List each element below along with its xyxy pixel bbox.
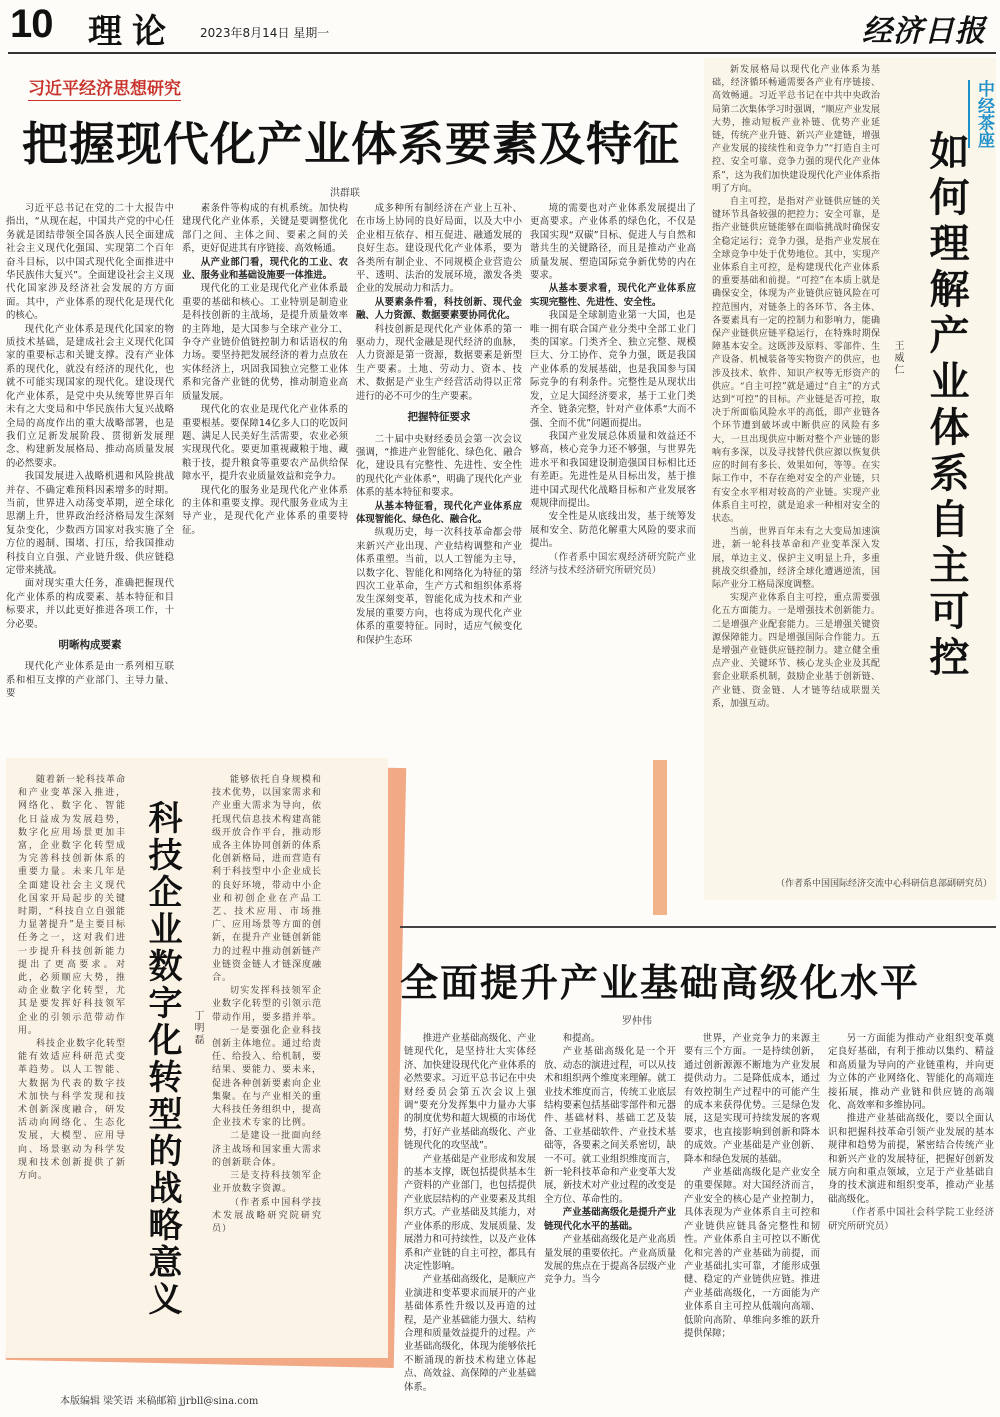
paragraph: 我国是全球制造业第一大国，也是唯一拥有联合国产业分类中全部工业门类的国家。门类齐全、独立完整、规模巨大、分工协作、竞争力强，既是我国产业体系的发展基础，也是我国参与国际竞争的有利条件。完整性是从现状出发，立足大国经济要求，基于工业门类齐全、链条完整，针对产业体系“大而不强、全而不优”问题而提出。	[530, 310, 696, 429]
right-article-author-note: （作者系中国国际经济交流中心科研信息部副研究员）	[775, 879, 992, 889]
paragraph: 产业基础高级化，是顺应产业演进和变革要求而展开的产业基础体系性升级以及再造的过程，是产业基础能力强大、结构合理和质量效益提升的过程。产业基础高级化，体现为能够依托不断涌现的新技术构建立体起点、高效益、高保障的产业基础体系。	[404, 1274, 536, 1393]
section-subheading: 明晰构成要素	[58, 639, 122, 651]
paragraph: 产业基础是产业形成和发展的基本支撑，既包括提供基本生产资料的产业部门，也包括提供产业底层结构的产业要素及其组织方式。产业基础及其能力，对产业体系的形成、发展质量、发展潜力和可持续性，以及产业体系和产业链的自主可控，都具有决定性影响。	[404, 1153, 536, 1272]
section-name: 理论	[88, 12, 176, 52]
column-kicker: 习近平经济思想研究	[28, 74, 181, 101]
paragraph: 实现产业体系自主可控，重点需要强化五方面能力。一是增强技术创新能力。二是增强产业配套能力。三是增强关键资源保障能力。四是增强国际合作能力。五是增强产业链供应链控制力。建立健全重点产业、关键环节、核心龙头企业及其配套企业联系机制，鼓励企业基于创新链、产业链、资金链、人才链等结成联盟关系，加强互动。	[712, 593, 880, 709]
section-subheading: 把握特征要求	[407, 411, 471, 424]
paragraph: （作者系中国科学技术发展战略研究院研究员）	[212, 1197, 322, 1234]
paragraph: 现代化的工业是现代化产业体系最重要的基础和核心。工业特别是制造业是科技创新的主战场，是提升质量效率的主阵地，是大国参与全球产业分工、争夺产业链价值链控制力和话语权的角力场。要坚持把发展经济的着力点放在实体经济上，巩固我国独立完整工业体系和完备产业链的优势，推动制造业高质量发展。	[182, 283, 348, 402]
paragraph: 当前，世界百年未有之大变局加速演进，新一轮科技革命和产业变革深入发展，单边主义、保护主义明显上升，多重挑战交织叠加，经济全球化遭遇逆流，国际产业分工格局深度调整。	[712, 527, 880, 590]
paragraph: 二是建设一批面向经济主战场和国家重大需求的创新联合体。	[212, 1131, 322, 1168]
bottom-article-column-3	[684, 1032, 820, 1412]
newspaper-logo: 经济日报	[862, 14, 986, 49]
paragraph: 产业基础高级化是一个开放、动态的演进过程，可以从技术和组织两个维度来理解。就工业技术维度而言，传统工业底层结构要素包括基础零部件和元器件、基础材料、基础工艺及装备、工业基础软件、产业技术基础等，各要素之间关系密切，缺一不可。就工业组织维度而言，新一轮科技革命和产业变革大发展，新技术对产业过程的改变是全方位、革命性的。	[544, 1046, 676, 1205]
paragraph: 科技创新是现代化产业体系的第一驱动力，现代金融是现代经济的血脉，人力资源是第一资源，数据要素是新型生产要素。土地、劳动力、资本、技术、数据是产业生产经营活动得以正常进行的必不可少的生产要素。	[356, 323, 522, 402]
section-divider	[400, 926, 996, 928]
paragraph: 一是要强化企业科技创新主体地位。通过给责任、给投入、给机制，要结果、要能力、要未来，促进各种创新要素向企业集聚。在与产业相关的重大科技任务组织中，提高企业技术专家的比例。	[212, 1025, 322, 1129]
paragraph: 产业基础高级化是产业高质量发展的重要依托。产业高质量发展的焦点在于提高各层级产业竞争力。当今	[544, 1234, 676, 1286]
bottom-article-column-1	[404, 1032, 536, 1412]
paragraph: 二十届中央财经委员会第一次会议强调，“推进产业智能化、绿色化、融合化，建设具有完整性、先进性、安全性的现代化产业体系”，明确了现代化产业体系的基本特征和要求。	[356, 433, 522, 499]
paragraph: 现代化产业体系是现代化国家的物质技术基础，是建成社会主义现代化国家的重要标志和关键支撑。没有产业体系的现代化，就没有经济的现代化，也就不可能实现国家的现代化。建设现代化产业体系，是党中央从统筹世界百年未有之大变局和中华民族伟大复兴战略全局的高度作出的重大战略部署，也是我们立足新发展阶段、贯彻新发展理念、构建新发展格局、推动高质量发展的必然要求。	[6, 323, 174, 469]
main-article-column-1	[6, 202, 174, 750]
paragraph: 纵观历史，每一次科技革命都会带来新兴产业出现、产业结构调整和产业体系重塑。当前，以人工智能为主导，以数字化、智能化和网络化为特征的第四次工业革命，生产方式和组织体系将发生深刻变革，智能化成为技术和产业发展的重要方向，也将成为现代化产业体系的重要特征。同时，适应气候变化和保护生态环	[356, 527, 522, 646]
column-tag: 中经茶座	[968, 80, 997, 148]
main-article-column-2	[182, 202, 348, 750]
bottom-author: 罗仲伟	[622, 1016, 652, 1027]
paragraph: 境的需要也对产业体系发展提出了更高要求。产业体系的绿色化，不仅是我国实现“双碳”目标、促进人与自然和谐共生的关键路径，而且是推动产业高质量发展、塑造国际竞争新优势的内在要求。	[530, 203, 696, 282]
bottom-article-column-4	[828, 1032, 994, 1412]
paragraph: 从基本要求看，现代化产业体系应实现完整性、先进性、安全性。	[530, 283, 696, 308]
paragraph: 产业基础高级化是产业安全的重要保障。对大国经济而言，产业安全的核心是产业控制力，具体表现为产业体系自主可控和产业链供应链具备完整性和韧性。产业体系自主可控以不断优化和完善的产业基础为前提，而产业基础扎实可靠，才能形成强健、稳定的产业链供应链。推进产业基础高级化，一方面能为产业体系自主可控从低端向高端、低阶向高阶、单维向多维的跃升提供保障；	[684, 1167, 820, 1339]
right-article-body	[712, 64, 880, 872]
paragraph: 现代化的农业是现代化产业体系的重要根基。要保障14亿多人口的吃饭问题、满足人民美好生活需要，农业必须实现现代化。要更加重视藏粮于地、藏粮于技，提升粮食等重要农产品供给保障水平，提升农业质量效益和竞争力。	[182, 404, 348, 483]
paragraph: 另一方面能为推动产业组织变革奠定良好基础，有利于推动以集约、精益和高质量为导向的产业链重构，并向更为立体的产业网络化、智能化的高端连接拓展，推动产业链和供应链的高端化、高效率和多维协同。	[828, 1033, 994, 1112]
main-article-column-4	[530, 202, 696, 902]
paragraph: 随着新一轮科技革命和产业变革深入推进，网络化、数字化、智能化日益成为发展趋势，数字化应用场景更加丰富，企业数字化转型成为完善科技创新体系的重要力量。未来几年是全面建设社会主义现代化国家开局起步的关键时期，“科技自立自强能力显著提升”是主要目标任务之一，这对我们进一步提升科技创新能力提出了更高要求。对此，必须顺应大势，推动企业数字化转型，尤其是要发挥好科技领军企业的引领示范带动作用。	[18, 775, 126, 1036]
bottom-article-column-2	[544, 1032, 676, 1412]
paragraph: 和提高。	[562, 1033, 601, 1044]
left-box-column-2	[212, 774, 322, 1344]
right-article-title: 如何理解产业体系自主可控	[923, 130, 969, 682]
paragraph: （作者系中国社会科学院工业经济研究所研究员）	[828, 1207, 994, 1232]
bottom-headline: 全面提升产业基础高级化水平	[400, 960, 921, 1005]
paragraph: 科技企业数字化转型能有效适应科研范式变革趋势。以人工智能、大数据为代表的数字技术加快与科学发现和技术创新深度融合，研发活动向网络化、生态化发展，大模型、应用导向、场景驱动为科学发现和技术创新提供了新方向。	[18, 1039, 126, 1182]
paragraph: 面对现实重大任务，准确把握现代化产业体系的构成要素、基本特征和目标要求，并以此更好推进各项工作，十分必要。	[6, 578, 174, 630]
paragraph: 推进产业基础高级化，要以全面认识和把握科技革命引领产业发展的基本规律和趋势为前提，紧密结合传统产业和新兴产业的发展特征，把握好创新发展方向和重点领域，立足于产业基础自身的技术演进和组织变革，推动产业基础高级化。	[828, 1113, 994, 1205]
paragraph: （作者系中国宏观经济研究院产业经济与技术经济研究所研究员）	[530, 551, 696, 576]
paragraph: 从要素条件看，科技创新、现代金融、人力资源、数据要素要协同优化。	[356, 296, 522, 322]
paragraph: 产业基础高级化是提升产业链现代化水平的基础。	[544, 1207, 676, 1232]
main-headline: 把握现代化产业体系要素及特征	[22, 117, 680, 171]
paragraph: 切实发挥科技领军企业数字化转型的引领示范带动作用，要多措并举。	[212, 986, 322, 1023]
page-number: 10	[10, 2, 53, 46]
paragraph: 推进产业基础高级化、产业链现代化，是坚持壮大实体经济、加快建设现代化产业体系的必然要求。习近平总书记在中央财经委员会第五次会议上强调“要充分发挥集中力量办大事的制度优势和超大规模的市场优势，打好产业基础高级化、产业链现代化的攻坚战”。	[404, 1033, 536, 1152]
header-divider	[8, 52, 996, 54]
paragraph: 现代化的服务业是现代化产业体系的主体和重要支撑。现代服务业成为主导产业，是现代化产业体系的重要特征。	[182, 484, 348, 536]
paragraph: 从产业部门看，现代化的工业、农业、服务业和基础设施要一体推进。	[182, 256, 348, 282]
paragraph: 从基本特征看，现代化产业体系应体现智能化、绿色化、融合化。	[356, 500, 522, 525]
paragraph: 成多种所有制经济在产业上互补、在市场上协同的良好局面，以及大中小企业相互依存、相互促进、融通发展的良好生态。建设现代化产业体系，要为各类所有制企业、不同规模企业营造公平、透明、法治的发展环境，激发各类企业的发展动力和活力。	[356, 203, 522, 295]
editor-footer: 本版编辑 梁笑语 来稿邮箱 jjrbll@sina.com	[60, 1396, 259, 1407]
paragraph: 自主可控，是指对产业链供应链的关键环节具备较强的把控力；安全可靠，是指产业链供应链能够在面临挑战时确保安全稳定运行；竞争力强，是指产业发展在全球竞争中处于优势地位。其中，实现产业体系自主可控，是构建现代化产业体系的重要基础和前提。“可控”在本质上就是确保安全，体现为产业链供应链风险在可控范围内，对链条上的各环节、各主体、各要素具有一定的控制力和影响力，能确保产业链供应链平稳运行，在特殊时期保障基本安全。这既涉及原料、零部件、生产设备、机械装备等实物资产的供应，也涉及技术、软件、知识产权等无形资产的供应。“自主可控”就是通过“自主”的方式达到“可控”的目标。产业链是否可控，取决于所面临风险水平的高低，即产业链各个环节遭到破坏或中断供应的风险有多大，一旦出现供应中断对整个产业链的影响有多深，以及寻找替代供应源以恢复供应的时间有多长、效果如何，等等。在实际工作中，不存在绝对安全的产业链，只有安全水平相对较高的产业链。实现产业体系自主可控，就是追求一种相对安全的状态。	[712, 197, 880, 524]
main-author: 洪群联	[330, 188, 360, 199]
issue-date: 2023年8月14日 星期一	[200, 26, 330, 40]
paragraph: 能够依托自身规模和技术优势，以国家需求和产业重大需求为导向，依托现代信息技术构建高能级开放合作平台，推动形成各主体协同创新的体系化创新格局，进而营造有利于科技型中小企业成长的良好环境，带动中小企业和初创企业在产品工艺、技术应用、市场推广、应用场景等方面的创新，在提升产业链创新能力的过程中推动创新链产业链资金链人才链深度融合。	[212, 775, 322, 984]
paragraph: 习近平总书记在党的二十大报告中指出，“从现在起，中国共产党的中心任务就是团结带领全国各族人民全面建成社会主义现代化强国、实现第二个百年奋斗目标，以中国式现代化全面推进中华民族伟大复兴”。全面建设社会主义现代化国家涉及经济社会发展的方方面面。其中，产业体系的现代化是现代化的核心。	[6, 203, 174, 322]
right-article-author: 王威仁	[892, 340, 903, 376]
paragraph: 我国产业发展总体质量和效益还不够高，核心竞争力还不够强，与世界先进水平和我国建设制造强国目标相比还有差距。先进性是从目标出发，基于推进中国式现代化战略目标和产业发展客观规律而提出。	[530, 430, 696, 509]
left-box-column-1	[18, 774, 126, 1344]
left-box-title: 科技企业数字化转型的战略意义	[142, 800, 182, 1318]
paragraph: 三是支持科技领军企业开放数字资源。	[212, 1171, 322, 1195]
paragraph: 安全性是从底线出发，基于统筹发展和安全、防范化解重大风险的要求而提出。	[530, 511, 696, 550]
decorative-strip	[653, 760, 667, 915]
left-box-author: 丁明磊	[192, 1010, 203, 1046]
paragraph: 现代化产业体系是由一系列相互联系和相互支撑的产业部门、主导力量、要	[6, 661, 174, 700]
paragraph: 世界，产业竞争力的来源主要有三个方面。一是持续创新，通过创新源源不断地为产业发展提供动力。二是降低成本，通过有效控制生产过程中的可能产生的成本来获得优势。三是绿色发展，这是实现可持续发展的客观要求，也直接影响到创新和降本的成效。产业基础是产业创新、降本和绿色发展的基础。	[684, 1033, 820, 1165]
paragraph: 素条件等构成的有机系统。加快构建现代化产业体系，关键是要调整优化部门之间、主体之间、要素之间的关系，更好促进其有序链接、高效畅通。	[182, 203, 348, 255]
paragraph: 新发展格局以现代化产业体系为基础，经济循环畅通需要各产业有序链接、高效畅通。习近平总书记在中共中央政治局第二次集体学习时强调，“顺应产业发展大势，推动短板产业补链、优势产业延链，传统产业升链、新兴产业建链，增强产业发展的接续性和竞争力”“打造自主可控、安全可靠、竞争力强的现代化产业体系”，这为我们加快建设现代化产业体系指明了方向。	[712, 65, 880, 194]
paragraph: 我国发展进入战略机遇和风险挑战并存、不确定难预料因素增多的时期。当前，世界进入动荡变革期，逆全球化思潮上升，世界政治经济格局发生深刻复杂变化，少数西方国家对我实施了全方位的遏制、围堵、打压，给我国推动科技自立自强、产业链升级、供应链稳定带来挑战。	[6, 471, 174, 576]
